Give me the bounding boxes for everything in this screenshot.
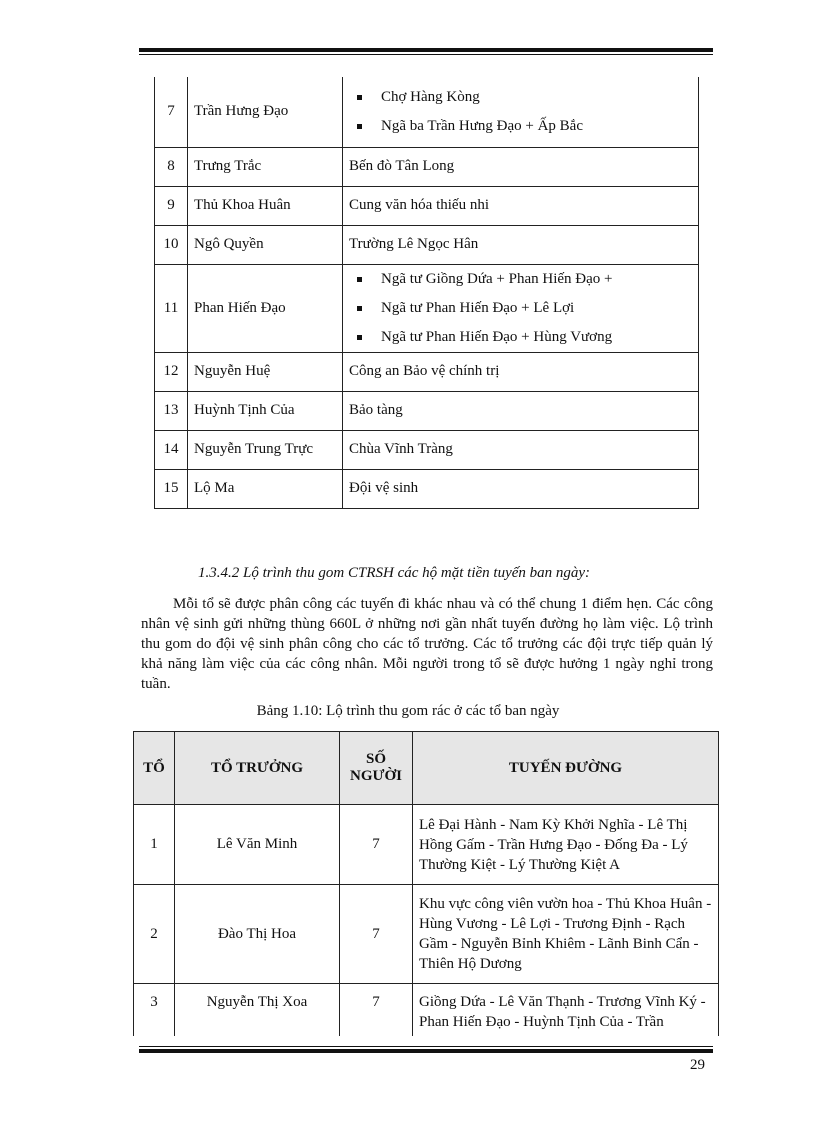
team-leader: Lê Văn Minh <box>175 805 340 885</box>
header-count: SỐ NGƯỜI <box>340 732 413 805</box>
table-row <box>155 77 699 147</box>
header-to: TỔ <box>134 732 175 805</box>
section-paragraph: Mỗi tổ sẽ được phân công các tuyến đi khác nhau và có thể chung 1 điểm hẹn. Các công nhân vệ sinh gửi những thùng 660L ở những nơi gần nhất tuyến đường họ làm việc. Lộ trình thu gom do đội vệ sinh phân công cho các tổ trưởng. Các tổ trưởng các đội trực tiếp quản lý khả năng làm việc của các công nhân. Mỗi người trong tổ sẽ được hưởng 1 ngày nghỉ trong tuần. <box>141 596 713 692</box>
table-row <box>155 147 699 186</box>
table-row <box>155 430 699 469</box>
meeting-points: Bến đò Tân Long <box>343 147 699 186</box>
table-row <box>155 469 699 508</box>
team-leader: Đào Thị Hoa <box>175 885 340 984</box>
row-number: 12 <box>155 352 188 391</box>
table-row <box>155 264 699 352</box>
worker-count: 7 <box>340 984 413 1037</box>
meeting-point-item: Ngã tư Phan Hiến Đạo + Lê Lợi <box>349 294 692 323</box>
meeting-points: Cung văn hóa thiếu nhi <box>343 186 699 225</box>
meeting-point-item: Chợ Hàng Kòng <box>349 83 692 112</box>
row-number: 8 <box>155 147 188 186</box>
worker-count: 7 <box>340 885 413 984</box>
meeting-point-item: Ngã ba Trần Hưng Đạo + Ấp Bắc <box>349 112 692 141</box>
meeting-point-item: Ngã tư Phan Hiến Đạo + Hùng Vương <box>349 323 692 352</box>
team-number: 3 <box>134 984 175 1037</box>
table-row <box>155 225 699 264</box>
street-name: Nguyễn Trung Trực <box>188 430 343 469</box>
street-name: Lộ Ma <box>188 469 343 508</box>
table-row <box>134 805 719 885</box>
meeting-points: Đội vệ sinh <box>343 469 699 508</box>
header-rule <box>139 48 713 55</box>
table-caption: Bảng 1.10: Lộ trình thu gom rác ở các tổ ban ngày <box>256 703 560 719</box>
street-name: Phan Hiến Đạo <box>188 264 343 352</box>
street-name: Nguyễn Huệ <box>188 352 343 391</box>
street-name: Huỳnh Tịnh Của <box>188 391 343 430</box>
worker-count: 7 <box>340 805 413 885</box>
header-route: TUYẾN ĐƯỜNG <box>413 732 719 805</box>
team-leader: Nguyễn Thị Xoa <box>175 984 340 1037</box>
table-row <box>155 186 699 225</box>
table-row <box>134 885 719 984</box>
day-routes-table <box>133 731 719 1036</box>
row-number: 15 <box>155 469 188 508</box>
footer-rule <box>139 1046 713 1053</box>
route-streets: Lê Đại Hành - Nam Kỳ Khởi Nghĩa - Lê Thị Hồng Gấm - Trần Hưng Đạo - Đống Đa - Lý Thường Kiệt - Lý Thường Kiệt A <box>413 805 719 885</box>
row-number: 11 <box>155 264 188 352</box>
meeting-points: Công an Bảo vệ chính trị <box>343 352 699 391</box>
meeting-points <box>343 77 699 147</box>
street-name: Trưng Trắc <box>188 147 343 186</box>
meeting-points <box>343 264 699 352</box>
row-number: 9 <box>155 186 188 225</box>
row-number: 14 <box>155 430 188 469</box>
meeting-points: Trường Lê Ngọc Hân <box>343 225 699 264</box>
street-name: Trần Hưng Đạo <box>188 77 343 147</box>
row-number: 7 <box>155 77 188 147</box>
meeting-point-item: Ngã tư Giồng Dứa + Phan Hiến Đạo + <box>349 265 692 294</box>
meeting-points: Chùa Vĩnh Tràng <box>343 430 699 469</box>
route-streets: Khu vực công viên vườn hoa - Thủ Khoa Huân - Hùng Vương - Lê Lợi - Trương Định - Rạch Gầm - Nguyễn Bỉnh Khiêm - Lãnh Binh Cẩn - Thiên Hộ Dương <box>413 885 719 984</box>
table-row <box>134 984 719 1037</box>
route-streets: Giồng Dứa - Lê Văn Thạnh - Trương Vĩnh Ký - Phan Hiến Đạo - Huỳnh Tịnh Của - Trần <box>413 984 719 1037</box>
team-number: 2 <box>134 885 175 984</box>
section-heading: 1.3.4.2 Lộ trình thu gom CTRSH các hộ mặt tiền tuyến ban ngày: <box>198 565 591 581</box>
row-number: 10 <box>155 225 188 264</box>
collection-points-table <box>154 77 699 509</box>
meeting-points: Bảo tàng <box>343 391 699 430</box>
page-number: 29 <box>690 1057 705 1073</box>
row-number: 13 <box>155 391 188 430</box>
street-name: Thủ Khoa Huân <box>188 186 343 225</box>
street-name: Ngô Quyền <box>188 225 343 264</box>
team-number: 1 <box>134 805 175 885</box>
table-row <box>155 391 699 430</box>
header-leader: TỔ TRƯỞNG <box>175 732 340 805</box>
table-row <box>155 352 699 391</box>
